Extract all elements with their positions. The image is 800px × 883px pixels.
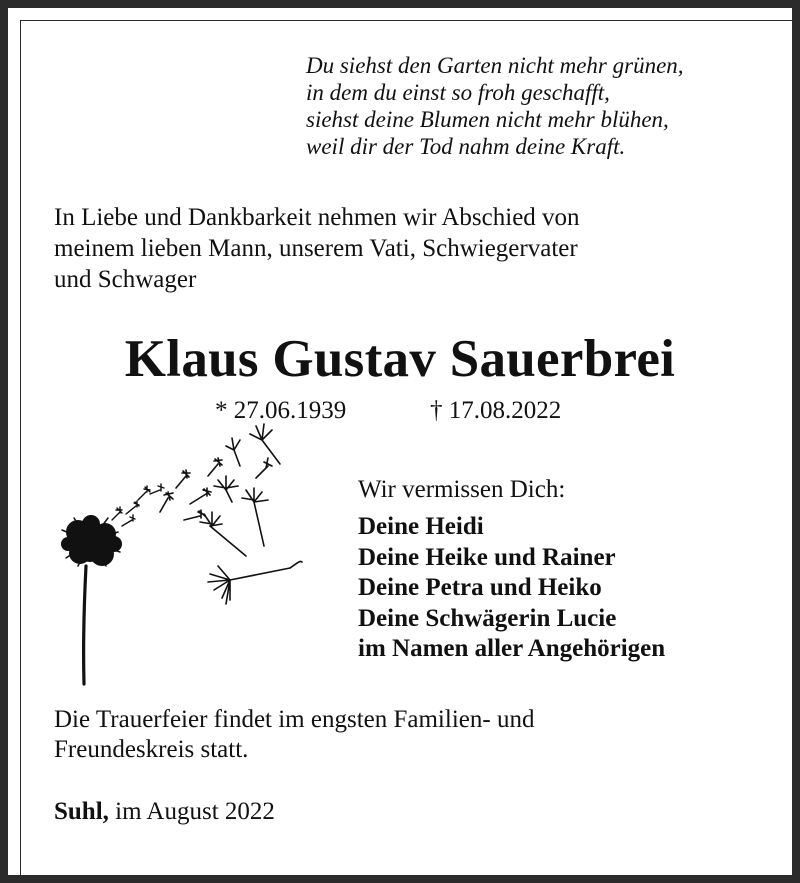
place: Suhl, bbox=[54, 798, 109, 825]
funeral-line: Freundeskreis statt. bbox=[54, 736, 249, 763]
date: im August 2022 bbox=[115, 798, 275, 825]
farewell-line: und Schwager bbox=[54, 266, 197, 293]
poem-line: siehst deine Blumen nicht mehr blühen, bbox=[306, 107, 669, 132]
mourner-name: Deine Schwägerin Lucie bbox=[358, 604, 617, 632]
place-and-date bbox=[54, 796, 275, 828]
funeral-line: Die Trauerfeier findet im engsten Familien- und bbox=[54, 706, 535, 733]
mourners-list bbox=[358, 512, 665, 665]
birth-date: * 27.06.1939 bbox=[215, 397, 347, 424]
mourner-name: im Namen aller Angehörigen bbox=[358, 635, 666, 662]
farewell-line: meinem lieben Mann, unserem Vati, Schwiegervater bbox=[54, 235, 578, 262]
farewell-text bbox=[54, 202, 754, 295]
mourners-heading: Wir vermissen Dich: bbox=[358, 476, 566, 503]
poem-line: weil dir der Tod nahm deine Kraft. bbox=[306, 134, 626, 159]
poem-line: Du siehst den Garten nicht mehr grünen, bbox=[306, 53, 684, 78]
funeral-notice bbox=[54, 705, 774, 765]
dandelion-icon bbox=[50, 420, 310, 690]
death-date: † 17.08.2022 bbox=[430, 397, 562, 424]
poem-line: in dem du einst so froh geschafft, bbox=[306, 80, 610, 105]
farewell-line: In Liebe und Dankbarkeit nehmen wir Abschied von bbox=[54, 204, 580, 231]
mourner-name: Deine Petra und Heiko bbox=[358, 574, 602, 601]
mourner-name: Deine Heidi bbox=[358, 513, 484, 540]
mourner-name: Deine Heike und Rainer bbox=[358, 543, 616, 571]
deceased-name: Klaus Gustav Sauerbrei bbox=[124, 330, 676, 388]
poem bbox=[306, 52, 776, 160]
